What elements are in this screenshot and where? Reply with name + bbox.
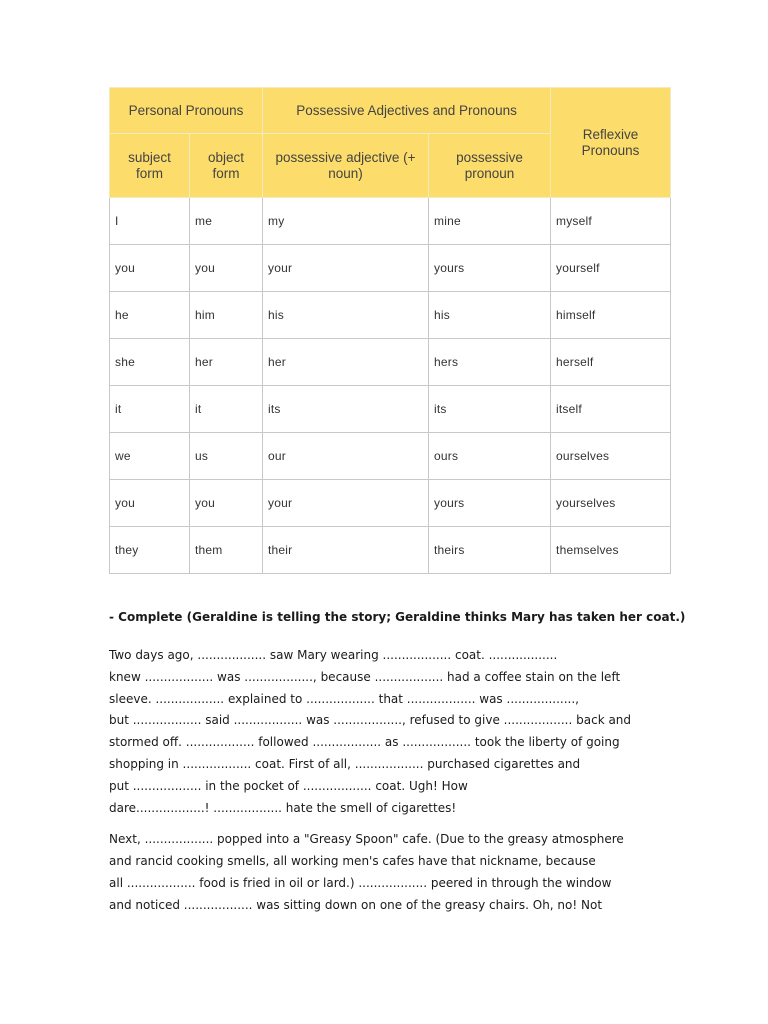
exercise-instruction: - Complete (Geraldine is telling the story; Geraldine thinks Mary has taken her coat.) (109, 610, 686, 624)
cell-possessive-adjective: our (263, 433, 429, 480)
table-row (110, 433, 671, 480)
header-personal-pronouns: Personal Pronouns (110, 88, 263, 134)
cell-possessive-pronoun: yours (429, 245, 551, 292)
cell-subject: we (110, 433, 190, 480)
header-reflexive-label: Reflexive Pronouns (581, 126, 640, 158)
text-line: Two days ago, .................. saw Mary wearing .................. coat. .................. (109, 648, 558, 662)
cell-subject: it (110, 386, 190, 433)
cell-object: him (190, 292, 263, 339)
exercise-section (109, 606, 686, 927)
cell-possessive-pronoun: yours (429, 480, 551, 527)
text-line: knew .................. was .................., because .................. had a coffee stain on the left (109, 669, 621, 684)
table-row (110, 339, 671, 386)
pronoun-table-container (109, 87, 671, 574)
cell-possessive-adjective: their (263, 527, 429, 574)
text-line: sleeve. .................. explained to .................. that .................. was .................., (109, 691, 579, 706)
text-line: all .................. food is fried in oil or lard.) .................. peered in through the window (109, 875, 612, 890)
table-row (110, 245, 671, 292)
exercise-paragraph-1 (109, 645, 669, 819)
table-row (110, 198, 671, 245)
cell-reflexive: themselves (551, 527, 671, 574)
cell-object: it (190, 386, 263, 433)
cell-possessive-adjective: your (263, 480, 429, 527)
subheader-possessive-adjective-label: possessive adjective (+ noun) (275, 149, 416, 181)
cell-subject: you (110, 245, 190, 292)
cell-possessive-pronoun: theirs (429, 527, 551, 574)
subheader-subject-form (110, 134, 190, 198)
cell-reflexive: itself (551, 386, 671, 433)
table-row (110, 386, 671, 433)
table-row (110, 480, 671, 527)
subheader-object-label: object form (207, 149, 245, 181)
cell-subject: she (110, 339, 190, 386)
cell-possessive-adjective: my (263, 198, 429, 245)
table-row (110, 527, 671, 574)
header-possessive-adjectives-pronouns: Possessive Adjectives and Pronouns (263, 88, 551, 134)
cell-subject: they (110, 527, 190, 574)
cell-reflexive: himself (551, 292, 671, 339)
cell-reflexive: yourself (551, 245, 671, 292)
cell-possessive-pronoun: its (429, 386, 551, 433)
table-row (110, 292, 671, 339)
text-line: but .................. said .................. was .................., refused to give .................. back and (109, 713, 632, 728)
cell-object: you (190, 245, 263, 292)
text-line: and rancid cooking smells, all working men's cafes have that nickname, because (109, 854, 596, 869)
cell-reflexive: myself (551, 198, 671, 245)
cell-object: you (190, 480, 263, 527)
cell-possessive-adjective: her (263, 339, 429, 386)
subheader-possessive-pronoun-label: possessive pronoun (456, 149, 523, 181)
cell-possessive-adjective: his (263, 292, 429, 339)
subheader-possessive-pronoun (429, 134, 551, 198)
cell-possessive-adjective: its (263, 386, 429, 433)
subheader-possessive-adjective (263, 134, 429, 198)
subheader-subject-label: subject form (128, 149, 171, 181)
text-line: dare..................! .................. hate the smell of cigarettes! (109, 800, 457, 815)
cell-possessive-pronoun: his (429, 292, 551, 339)
text-line: and noticed .................. was sitting down on one of the greasy chairs. Oh, no! Not (109, 897, 603, 912)
exercise-paragraph-2 (109, 829, 669, 916)
pronoun-table (109, 87, 671, 574)
cell-subject: you (110, 480, 190, 527)
cell-object: her (190, 339, 263, 386)
subheader-object-form (190, 134, 263, 198)
text-line: shopping in .................. coat. First of all, .................. purchased cigarettes and (109, 756, 581, 771)
cell-possessive-pronoun: hers (429, 339, 551, 386)
cell-object: me (190, 198, 263, 245)
text-line: Next, .................. popped into a "Greasy Spoon" cafe. (Due to the greasy atmosphere (109, 832, 624, 847)
cell-reflexive: herself (551, 339, 671, 386)
cell-possessive-adjective: your (263, 245, 429, 292)
cell-possessive-pronoun: ours (429, 433, 551, 480)
text-line: stormed off. .................. followed .................. as .................. took the liberty of going (109, 735, 620, 750)
cell-reflexive: ourselves (551, 433, 671, 480)
text-line: put .................. in the pocket of .................. coat. Ugh! How (109, 778, 468, 793)
cell-reflexive: yourselves (551, 480, 671, 527)
header-reflexive-pronouns (551, 88, 671, 198)
cell-possessive-pronoun: mine (429, 198, 551, 245)
cell-object: them (190, 527, 263, 574)
cell-subject: he (110, 292, 190, 339)
cell-subject: I (110, 198, 190, 245)
cell-object: us (190, 433, 263, 480)
